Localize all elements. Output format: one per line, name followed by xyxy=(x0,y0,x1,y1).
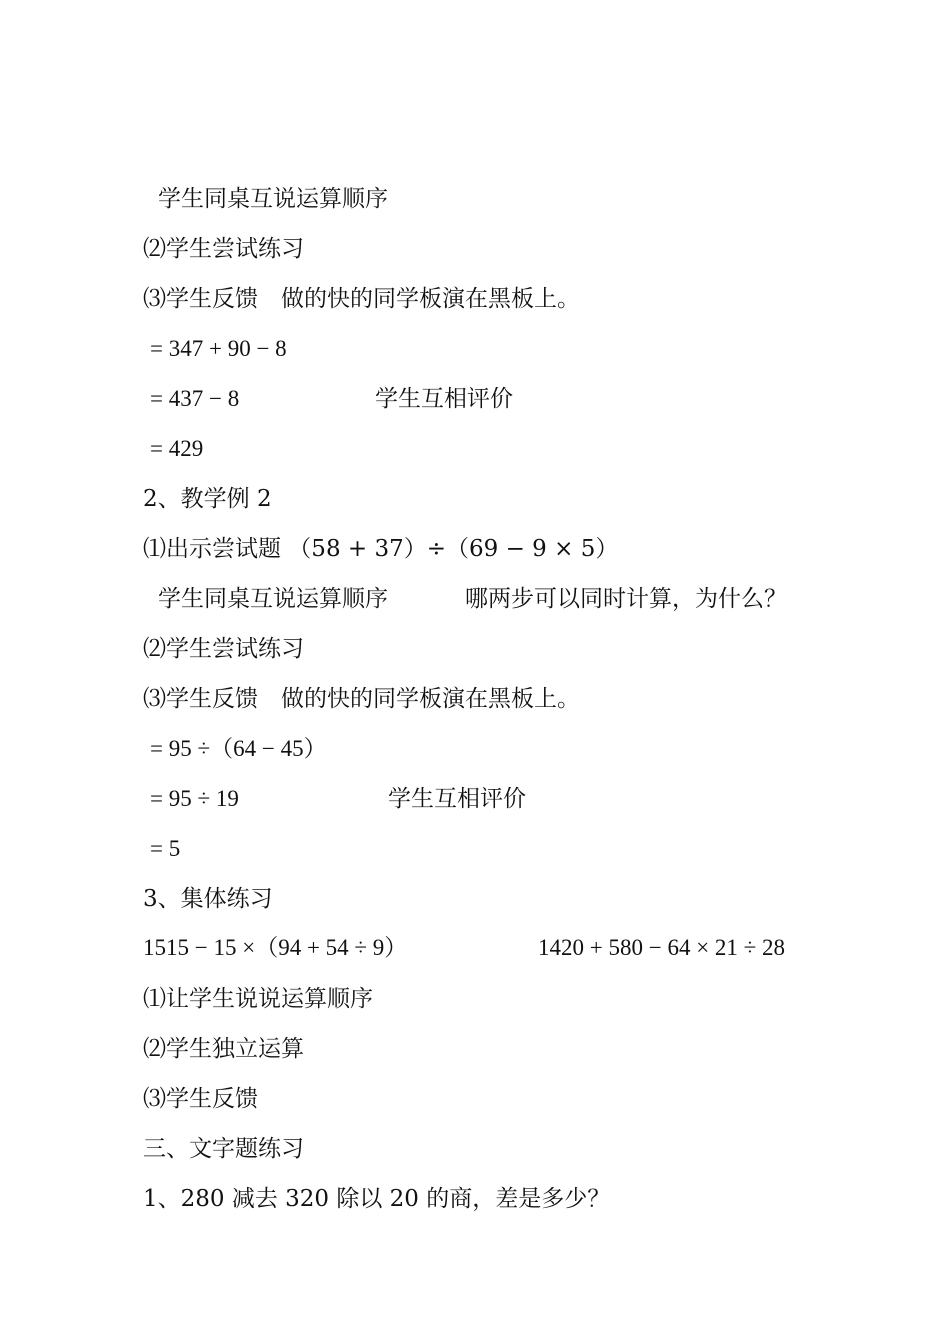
text-line: ⑶学生反馈 做的快的同学板演在黑板上。 xyxy=(143,686,580,712)
text-line: ⑶学生反馈 xyxy=(143,1086,258,1112)
text-line: 学生同桌互说运算顺序 xyxy=(158,186,388,212)
section-heading: 3、集体练习 xyxy=(143,886,273,912)
text-line: ⑵学生独立运算 xyxy=(143,1036,304,1062)
text-line: 学生互相评价 xyxy=(388,786,526,812)
section-heading: 2、教学例 2 xyxy=(143,486,272,512)
text-line: 哪两步可以同时计算，为什么？ xyxy=(465,586,787,612)
text-line: ⑴让学生说说运算顺序 xyxy=(143,986,373,1012)
equation-line: = 429 xyxy=(150,436,204,461)
text-line: ⑵学生尝试练习 xyxy=(143,236,304,262)
text-line: ⑶学生反馈 做的快的同学板演在黑板上。 xyxy=(143,286,580,312)
equation-line: = 5 xyxy=(150,836,181,861)
text-line: 学生互相评价 xyxy=(375,386,513,412)
equation-line: = 95 ÷ 19 xyxy=(150,786,239,811)
text-line: 1、280 减去 320 除以 20 的商，差是多少？ xyxy=(143,1186,611,1212)
equation-line: = 347 + 90 − 8 xyxy=(150,336,287,361)
equation-line: 1515 − 15 ×（94 + 54 ÷ 9） xyxy=(143,935,408,960)
equation-line: = 95 ÷（64 − 45） xyxy=(150,736,327,761)
equation-line: = 437 − 8 xyxy=(150,386,240,411)
text-line: 学生同桌互说运算顺序 xyxy=(158,586,388,612)
section-heading: 三、文字题练习 xyxy=(143,1136,304,1162)
text-line: ⑵学生尝试练习 xyxy=(143,636,304,662)
equation-line: 1420 + 580 − 64 × 21 ÷ 28 xyxy=(538,935,786,960)
text-line: ⑴出示尝试题 （58 + 37）÷（69 − 9 × 5） xyxy=(143,536,619,562)
